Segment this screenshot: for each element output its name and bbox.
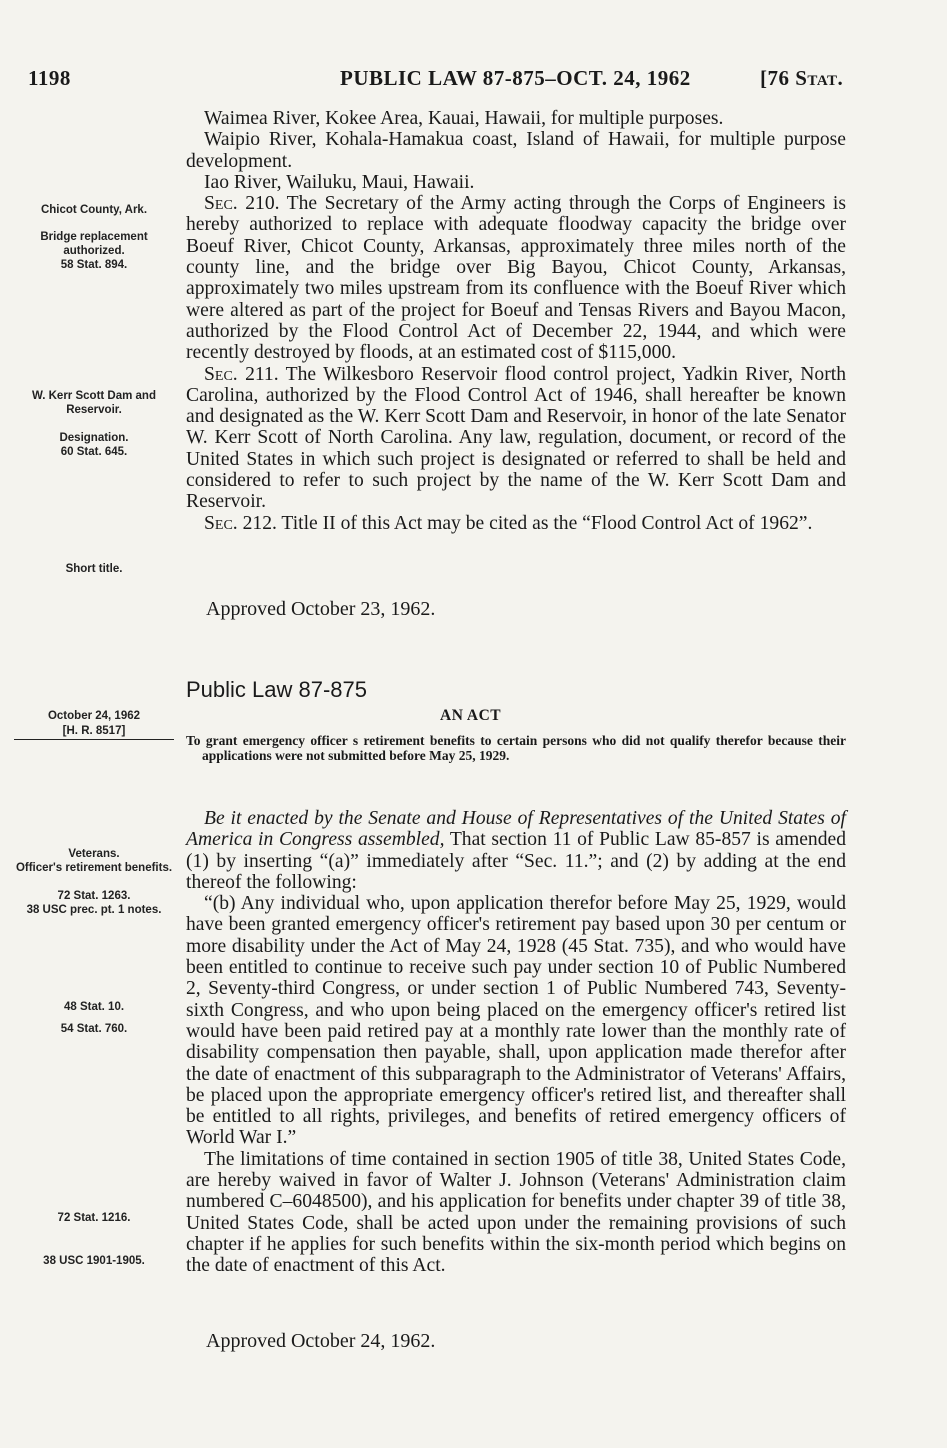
sidenote-bridge: Bridge replacement authorized. <box>40 231 148 257</box>
stat-volume <box>760 66 843 91</box>
stat-volume-number: [76 <box>760 66 790 90</box>
approved-date-2: Approved October 24, 1962. <box>206 1330 436 1352</box>
sidenote-chicot: Chicot County, Ark. <box>40 204 148 216</box>
paragraph-waipio: Waipio River, Kohala-Hamakua coast, Island of Hawaii, for multiple purpose development. <box>186 129 846 172</box>
enacting-italic: Be it enacted by the Senate and House of Representatives of the United States of America in Congress assembled, <box>186 808 846 851</box>
sidenote-usc38a: 38 USC prec. pt. 1 notes. <box>26 904 162 916</box>
section-label: Sec. <box>204 363 238 385</box>
sidenote-stat72a: 72 Stat. 1263. <box>57 890 131 902</box>
sidenote-kerr: W. Kerr Scott Dam and Reservoir. <box>32 390 156 416</box>
approved-date-1: Approved October 23, 1962. <box>206 598 436 620</box>
section-211-text: 211. The Wilkesboro Reservoir flood control project, Yadkin River, North Carolina, authorized by the Flood Control Act of 1946, shall hereafter be known and designated as the W. Kerr Scott Dam and Reservoir, in honor of the late Senator W. Kerr Scott of North Carolina. Any law, regulation, document, or record of the United States in which such project is designated or referred to shall be held and considered to refer to such project by the name of the W. Kerr Scott Dam and Reservoir. <box>186 363 846 513</box>
section-212 <box>186 513 846 534</box>
body-block-2 <box>186 808 846 1277</box>
stat-volume-label: Stat. <box>795 66 844 90</box>
sidenote-stat54: 54 Stat. 760. <box>60 1023 128 1035</box>
sidenote-stat60: 60 Stat. 645. <box>60 446 128 458</box>
running-title: PUBLIC LAW 87-875–OCT. 24, 1962 <box>340 66 691 90</box>
sidenote-designation: Designation. <box>59 432 129 444</box>
paragraph-waimea: Waimea River, Kokee Area, Kauai, Hawaii, for multiple purposes. <box>204 108 724 129</box>
public-law-title: Public Law 87-875 <box>186 677 368 702</box>
act-purpose: To grant emergency officer s retirement benefits to certain persons who did not qualify therefor because their applications were not submitted before May 25, 1929. <box>186 733 846 763</box>
paragraph-limitations: The limitations of time contained in section 1905 of title 38, United States Code, are hereby waived in favor of Walter J. Johnson (Veterans' Administration claim numbered C–6048500), and his application for benefits under chapter 39 of title 38, United States Code, shall be acted upon under the remaining provisions of such chapter if he applies for such benefits within the six-month period which begins on the date of enactment of this Act. <box>186 1148 846 1277</box>
sidenote-date: October 24, 1962 <box>47 710 141 722</box>
sidenote-stat58: 58 Stat. 894. <box>60 259 128 271</box>
sidenote-stat48: 48 Stat. 10. <box>63 1001 125 1013</box>
sidenote-short-title: Short title. <box>65 563 123 575</box>
sidenote-usc38b: 38 USC 1901-1905. <box>43 1255 145 1267</box>
section-label: Sec. <box>204 512 238 534</box>
enacting-rest: That section 11 of Public Law 85-857 is amended (1) by inserting “(a)” immediately after “Sec. 11.”; and (2) by adding at the end thereof the following: <box>186 829 846 893</box>
page-number: 1198 <box>28 66 71 90</box>
sidenote-officers: Officer's retirement benefits. <box>15 862 173 874</box>
sidenote-hr: [H. R. 8517] <box>62 725 126 737</box>
sidenote-veterans: Veterans. <box>68 848 120 860</box>
section-label: Sec. <box>204 193 238 215</box>
paragraph-iao: Iao River, Wailuku, Maui, Hawaii. <box>204 171 475 193</box>
sidenote-stat72b: 72 Stat. 1216. <box>57 1212 131 1224</box>
body-block-1 <box>186 108 846 534</box>
section-212-text: 212. Title II of this Act may be cited as the “Flood Control Act of 1962”. <box>242 512 813 534</box>
section-211 <box>186 364 846 513</box>
section-210-text: 210. The Secretary of the Army acting through the Corps of Engineers is hereby authorized to replace with adequate floodway capacity the bridge over Boeuf River, Chicot County, Arkansas, approximately three miles north of the county line, and the bridge over Big Bayou, Chicot County, Arkansas, approximately two miles upstream from its confluence with the Boeuf River which were altered as part of the project for Boeuf and Tensas Rivers and Bayou Macon, authorized by the Flood Control Act of December 22, 1944, and which were recently destroyed by floods, at an estimated cost of $115,000. <box>186 193 847 364</box>
paragraph-b: “(b) Any individual who, upon application therefor before May 25, 1929, would have been granted emergency officer's retirement pay based upon 30 per centum or more disability under the Act of May 24, 1928 (45 Stat. 735), and who would have been entitled to continue to receive such pay under section 10 of Public Numbered 2, Seventy-third Congress, or under section 1 of Public Numbered 743, Seventy-sixth Congress, and who upon being placed on the emergency officer's retired list would have been paid retired pay at a monthly rate lower than the monthly rate of disability compensation then payable, shall, upon application made therefor after the date of enactment of this subparagraph to the Administrator of Veterans' Affairs, be placed upon the appropriate emergency officer's retired list, and thereafter shall be entitled to all rights, privileges, and benefits of retired emergency officers of World War I.” <box>186 893 846 1149</box>
an-act-heading: AN ACT <box>440 707 502 724</box>
sidenote-rule <box>14 739 174 740</box>
enacting-clause <box>186 808 846 893</box>
section-210 <box>186 193 846 363</box>
